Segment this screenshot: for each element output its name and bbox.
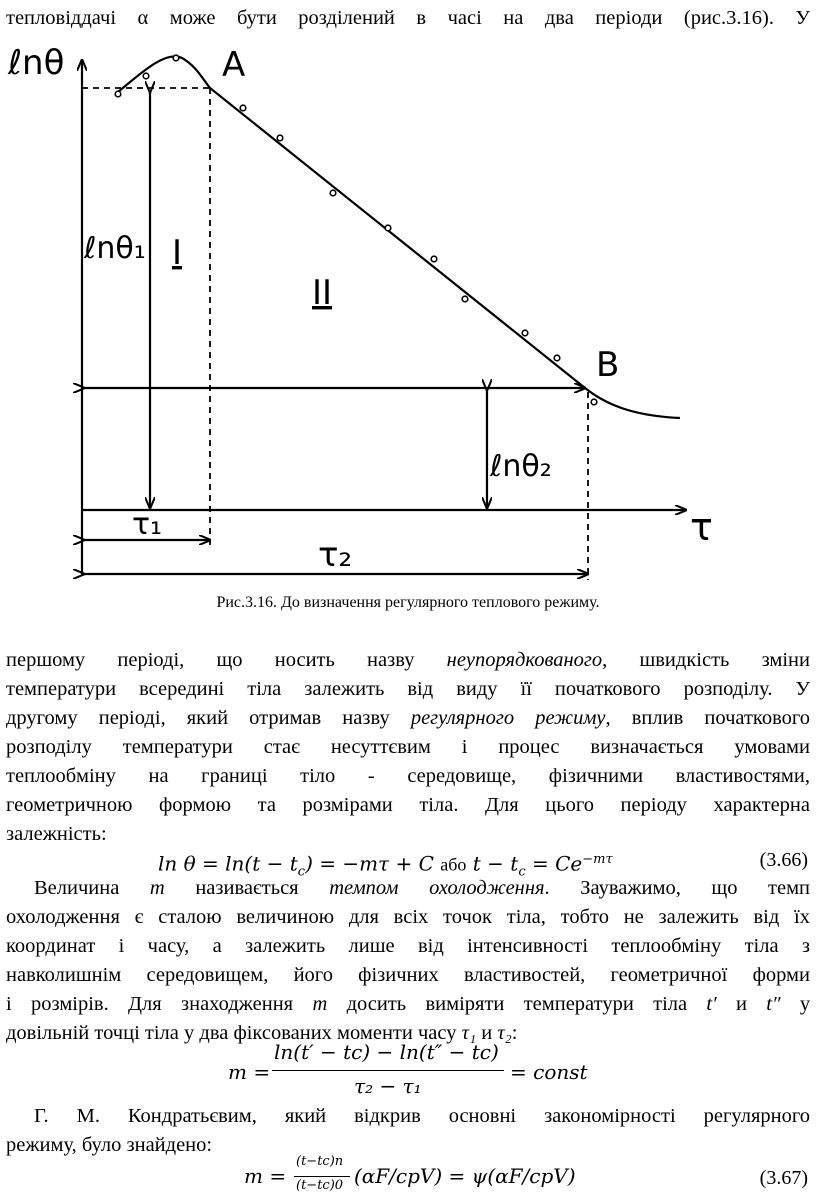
text-line: розподілу температури стає несуттєвим і процес визначається умовами (6, 736, 810, 758)
text-line: геометричною формою та розмірами тіла. Для цього періоду характерна (6, 794, 810, 816)
tau-2-label: τ₂ (318, 535, 353, 575)
text-line: Величина m називається темпом охолодження. Зауважимо, що темп (34, 877, 811, 899)
regular-regime-figure (0, 36, 816, 626)
equation-m: m = ln(t′ − tc) − ln(t″ − tc) τ₂ − τ₁ = const (228, 1040, 588, 1098)
text-line: температури всередині тіла залежить від виду її початкового розподілу. У (6, 678, 810, 700)
point-a-label: A (222, 45, 246, 85)
tau-1-label: τ₁ (132, 507, 163, 542)
point-b-label: B (596, 345, 620, 385)
text-line: другому періоді, який отримав назву регулярного режиму, вплив початкового (6, 707, 811, 729)
text-line: охолодження є сталою величиною для всіх точок тіла, тобто не залежить від їх (6, 906, 810, 928)
x-axis-label: τ (690, 505, 713, 549)
equation-3-66: $\ln \theta = \ln(t - t_c) = -m\tau + C$ або $t - t_c = Ce^{-m\tau}$ (158, 851, 613, 880)
text-line: Г. М. Кондратьєвим, який відкрив основні закономірності регулярного (34, 1105, 810, 1127)
text-line: навколишнім середовищем, його фізичних властивостей, геометричної форми (6, 964, 810, 986)
text-line: першому періоді, що носить назву неупорядкованого, швидкість зміни (6, 649, 811, 671)
text-line: залежність: (6, 823, 107, 845)
ln-theta-1-label: ℓnθ₁ (84, 231, 146, 266)
equation-number: (3.67) (759, 1167, 808, 1189)
text-line: координат і часу, а залежить лише від інтенсивності теплообміну тіла з (6, 935, 810, 957)
data-point (385, 225, 391, 231)
data-point (330, 190, 336, 196)
data-point (554, 355, 560, 361)
text-line: режиму, було знайдено: (6, 1134, 213, 1156)
equation-3-67: m = (t−tc)п (t−tc)0 (αF/cpV) = ψ(αF/cpV) (244, 1154, 576, 1193)
data-point (522, 330, 528, 336)
text-line: довільній точці тіла у два фіксованих моменти часу τ₁ и τ₂: (6, 1022, 518, 1044)
data-point (173, 55, 179, 61)
text-line: теплообміну на границі тіло - середовище, фізичними властивостями, (6, 765, 810, 787)
data-point (115, 91, 121, 97)
data-point (143, 73, 149, 79)
region-1-label: I (172, 233, 183, 273)
figure-caption: Рис.3.16. До визначення регулярного теплового режиму. (216, 594, 600, 611)
data-point (277, 135, 283, 141)
text-line: тепловіддачі α може бути розділений в часі на два періоди (рис.3.16). У (6, 7, 810, 29)
data-point (591, 399, 597, 405)
ln-theta-2-label: ℓnθ₂ (490, 449, 552, 484)
region-2-label: II (312, 273, 333, 313)
data-point (462, 296, 468, 302)
data-point (240, 105, 246, 111)
equation-number: (3.66) (759, 849, 808, 871)
y-axis-label: ℓnθ (8, 43, 65, 83)
data-point (431, 256, 437, 262)
text-line: і розмірів. Для знаходження m досить виміряти температури тіла t′ и t″ у (6, 993, 811, 1015)
